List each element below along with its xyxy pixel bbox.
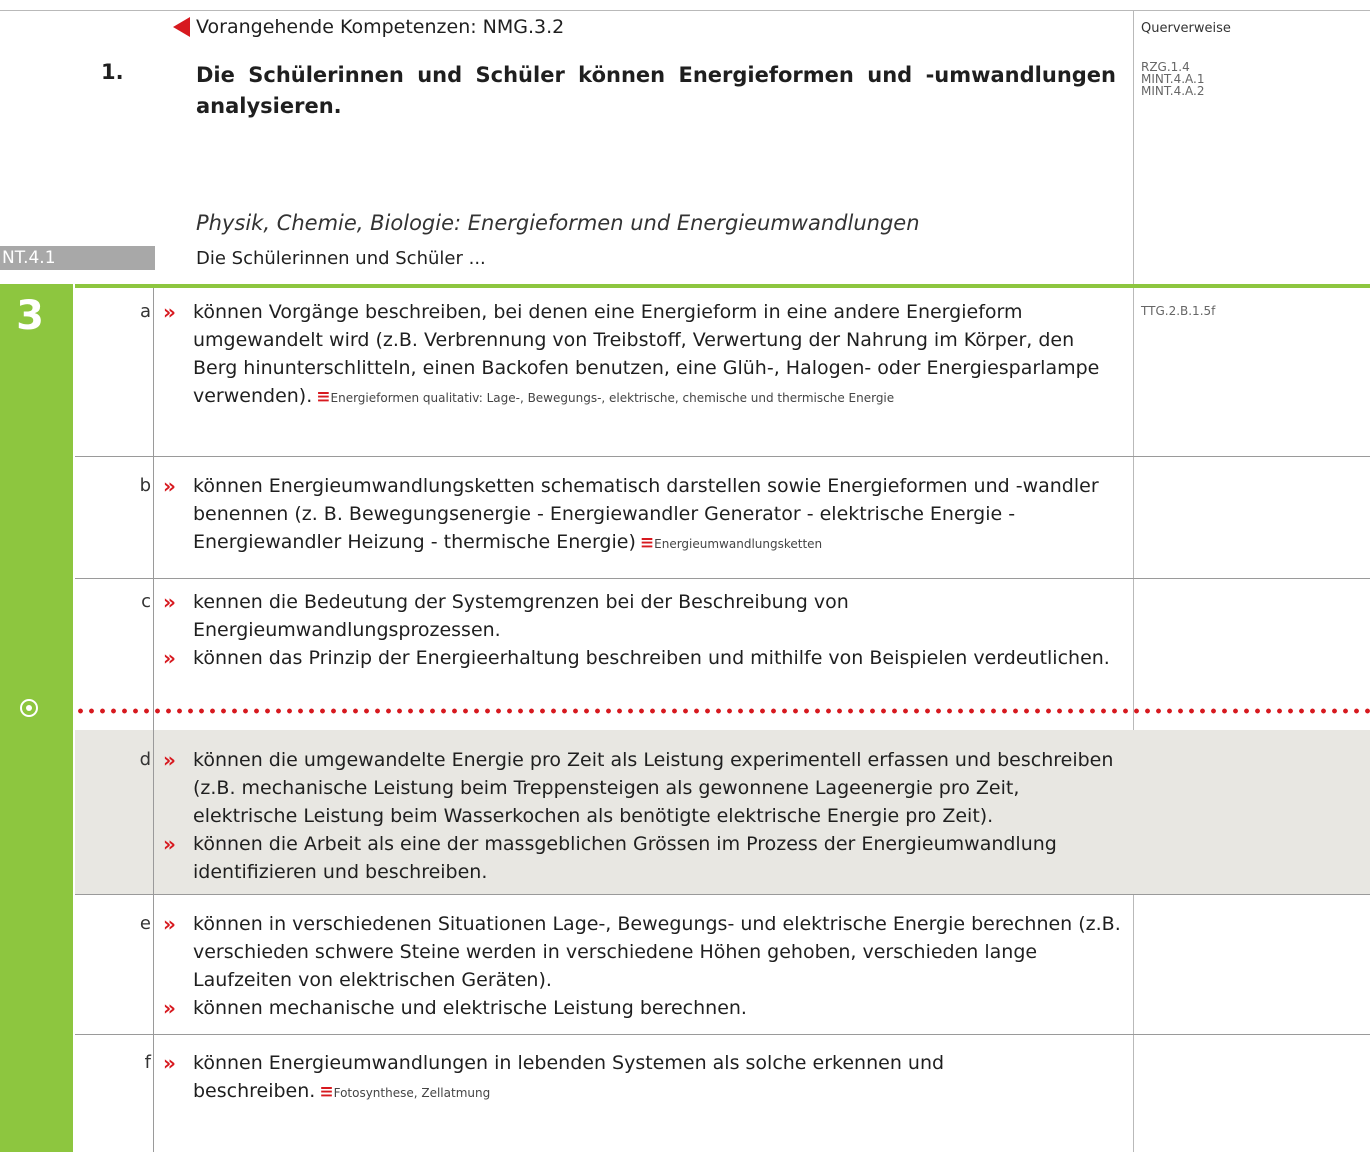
intro-text: Die Schülerinnen und Schüler ...: [196, 248, 486, 269]
querverweise-heading: Querverweise: [1141, 21, 1231, 36]
note-lines-icon: ≡: [319, 1082, 334, 1102]
prev-competences-text: Vorangehende Kompetenzen: NMG.3.2: [196, 16, 565, 38]
item-note: Energieumwandlungsketten: [654, 537, 823, 551]
item-letter: b: [139, 475, 151, 496]
list-item: [163, 746, 1123, 886]
chevron-right-double-icon: »: [163, 1051, 176, 1075]
cross-ref-link[interactable]: MINT.4.A.2: [1141, 84, 1205, 98]
item-text: können das Prinzip der Energieerhaltung beschreiben und mithilfe von Beispielen verdeutlichen.: [193, 647, 1110, 669]
level-top-rule: [75, 284, 1370, 288]
item-text: können Energieumwandlungen in lebenden Systemen als solche erkennen und beschreiben.: [193, 1052, 945, 1102]
list-item: [163, 910, 1123, 1022]
competence-code-badge: NT.4.1: [0, 246, 155, 270]
level-sidebar: [0, 284, 73, 1152]
triangle-left-icon: [173, 17, 190, 37]
item-note: Fotosynthese, Zellatmung: [333, 1086, 491, 1100]
note-lines-icon: ≡: [639, 533, 655, 553]
cross-ref-link[interactable]: MINT.4.A.1: [1141, 72, 1205, 86]
item-note: Energieformen qualitativ: Lage-, Bewegungs-, elektrische, chemische und thermische Energie: [330, 391, 895, 405]
item-text: können Energieumwandlungsketten schematisch darstellen sowie Energieformen und -wandler benennen (z. B. Bewegungsenergie - Energiewandler Generator - elektrische Energie - Energiewandler Heizung - thermische Energie): [193, 475, 1099, 553]
item-letter: a: [139, 301, 151, 322]
item-text: können die Arbeit als eine der massgeblichen Grössen im Prozess der Energieumwandlung identifizieren und beschreiben.: [193, 833, 1057, 883]
chevron-right-double-icon: »: [163, 748, 176, 772]
item-text: können Vorgänge beschreiben, bei denen eine Energieform in eine andere Energieform umgewandelt wird (z.B. Verbrennung von Treibstoff, Verwertung der Nahrung im Körper, den Berg hinunterschlitteln, einen Backofen benutzen, eine Glüh-, Halogen- oder Energiesparlampe verwenden).: [193, 301, 1100, 407]
item-letter: e: [139, 913, 151, 934]
item-letter: d: [139, 749, 151, 770]
competence-title: Die Schülerinnen und Schüler können Energieformen und -umwandlungen analysieren.: [196, 63, 1116, 118]
top-rule: [0, 10, 1370, 11]
item-text: können mechanische und elektrische Leistung berechnen.: [193, 997, 747, 1019]
prev-competences-link[interactable]: [173, 16, 564, 38]
list-item: [163, 1049, 1123, 1107]
item-text: können die umgewandelte Energie pro Zeit als Leistung experimentell erfassen und beschreiben (z.B. mechanische Leistung beim Treppensteigen als gewonnene Lageenergie pro Zeit, elektrische Leistung beim Wasserkochen als benötigte elektrische Energie pro Zeit).: [193, 749, 1114, 827]
chevron-right-double-icon: »: [163, 832, 176, 856]
item-text: können in verschiedenen Situationen Lage-, Bewegungs- und elektrische Energie berechnen (z.B. verschieden schwere Steine werden in verschiedene Höhen gehoben, verschieden lange Laufzeiten von elektrischen Geräten).: [193, 913, 1121, 991]
chevron-right-double-icon: »: [163, 996, 176, 1020]
basic-requirement-dotted-line: [75, 708, 1370, 714]
competence-number: 1.: [101, 60, 124, 84]
row-separator: [75, 456, 1370, 457]
list-item: [163, 298, 1123, 412]
item-letter: f: [144, 1052, 151, 1073]
cross-ref-column-separator: [1133, 10, 1134, 1152]
letter-column-separator: [153, 288, 154, 1152]
note-lines-icon: ≡: [316, 387, 331, 407]
row-separator: [75, 578, 1370, 579]
row-separator: [75, 894, 1370, 895]
row-separator: [75, 1034, 1370, 1035]
list-item: [163, 588, 1123, 672]
chevron-right-double-icon: »: [163, 912, 176, 936]
item-letter: c: [141, 591, 151, 612]
target-circle-icon: [20, 699, 38, 717]
cross-ref-link[interactable]: RZG.1.4: [1141, 60, 1190, 74]
chevron-right-double-icon: »: [163, 590, 176, 614]
header-cross-refs: [1141, 61, 1205, 97]
chevron-right-double-icon: »: [163, 300, 176, 324]
list-item: [163, 472, 1123, 558]
chevron-right-double-icon: »: [163, 474, 176, 498]
subject-line: Physik, Chemie, Biologie: Energieformen und Energieumwandlungen: [196, 211, 920, 235]
cross-ref-link[interactable]: TTG.2.B.1.5f: [1141, 304, 1216, 318]
item-text: kennen die Bedeutung der Systemgrenzen bei der Beschreibung von Energieumwandlungsprozessen.: [193, 591, 849, 641]
chevron-right-double-icon: »: [163, 646, 176, 670]
cycle-number: 3: [16, 293, 44, 339]
